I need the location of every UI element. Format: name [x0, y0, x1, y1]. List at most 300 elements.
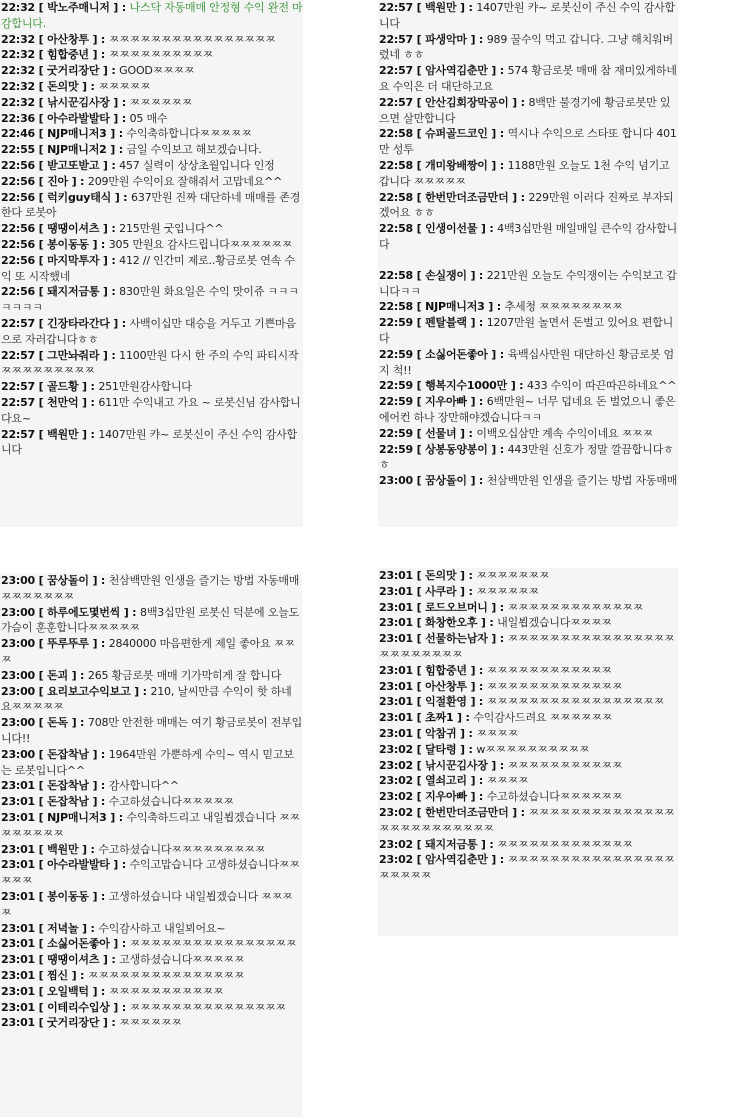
- chat-message: [1, 395, 303, 427]
- message-time: 22:59: [379, 316, 414, 330]
- nick-bracket-close: ] :: [88, 237, 109, 251]
- message-text: ㅉㅉㅉㅉㅉㅉ: [119, 1016, 182, 1030]
- message-time: 22:32: [1, 64, 36, 78]
- message-time: 23:00: [379, 474, 414, 488]
- nick-bracket-close: ] :: [99, 222, 120, 236]
- chat-message: [1, 174, 303, 190]
- nick-bracket-close: ] :: [99, 158, 120, 172]
- chat-message: [1, 237, 303, 253]
- nick-bracket-close: ] :: [106, 143, 127, 157]
- message-text: 443만원 신호가 정말 깔끔합니다ㅎㅎ: [379, 442, 674, 472]
- message-time: 22:58: [379, 127, 414, 141]
- nick-bracket-close: ] :: [88, 32, 109, 46]
- nick-bracket-close: ] :: [487, 347, 508, 361]
- message-nickname: 행복지수1000만: [425, 379, 508, 393]
- nick-bracket-open: [: [35, 174, 48, 188]
- nick-bracket-close: ] :: [99, 953, 120, 967]
- message-nickname: 땡땡이셔츠: [47, 953, 100, 967]
- message-time: 22:57: [379, 64, 414, 78]
- message-nickname: 아수라발발타: [47, 858, 110, 872]
- message-nickname: 선물녀: [425, 426, 457, 440]
- message-nickname: 인생이선물: [425, 222, 478, 236]
- message-time: 23:01: [1, 953, 36, 967]
- message-text: 2840000 마음편한게 제일 좋아요 ㅉㅉㅉ: [1, 637, 295, 666]
- message-text: 수고하셨습니다ㅉㅉㅉㅉㅉㅉㅉㅉㅉ: [98, 842, 266, 856]
- message-time: 23:00: [1, 574, 36, 587]
- nick-bracket-open: [: [413, 616, 426, 630]
- message-nickname: 돼지저금통: [47, 285, 100, 299]
- nick-bracket-open: [: [35, 937, 48, 951]
- chat-message: [379, 0, 678, 32]
- message-time: 23:01: [1, 1016, 36, 1030]
- chat-message: [379, 95, 678, 127]
- message-nickname: 힘합중년: [425, 663, 467, 677]
- nick-bracket-close: ] :: [477, 616, 498, 630]
- chat-message: [379, 726, 678, 742]
- message-text: 수고하셨습니다ㅉㅉㅉㅉㅉ: [108, 795, 234, 809]
- message-nickname: 아산창투: [425, 679, 467, 693]
- nick-bracket-open: [: [35, 637, 48, 651]
- nick-bracket-close: ] :: [453, 711, 474, 725]
- message-time: 23:01: [379, 726, 414, 740]
- message-time: 23:01: [1, 779, 36, 793]
- message-text: 수익축하드리고 내일뵙겠습니다 ㅉㅉㅉㅉㅉㅉㅉㅉ: [1, 810, 300, 840]
- message-text: 1964만원 가뿐하게 수익~ 역시 믿고보는 로봇입니다^^: [1, 747, 294, 777]
- chat-message: [379, 600, 678, 616]
- chat-message: [379, 268, 678, 300]
- message-time: 23:01: [1, 842, 36, 856]
- chat-message: [379, 805, 678, 837]
- message-time: 22:36: [1, 111, 36, 125]
- nick-bracket-open: [: [35, 779, 48, 793]
- nick-bracket-open: [: [413, 222, 426, 236]
- chat-message: [379, 584, 678, 600]
- nick-bracket-close: ] :: [477, 837, 498, 851]
- nick-bracket-open: [: [35, 795, 48, 809]
- message-time: 22:59: [379, 379, 414, 393]
- chat-message: [1, 79, 303, 95]
- message-nickname: 펜탈블랙: [425, 316, 467, 330]
- nick-bracket-close: ] :: [88, 574, 109, 587]
- message-text: ㅉㅉㅉㅉㅉㅉㅉㅉㅉㅉㅉ: [108, 984, 224, 998]
- message-time: 23:01: [379, 711, 414, 725]
- nick-bracket-open: [: [413, 679, 426, 693]
- message-time: 23:01: [1, 889, 36, 903]
- nick-bracket-open: [: [35, 716, 48, 730]
- message-text: 6백만원~ 너무 덥네요 돈 벌었으니 좋은 에어컨 하나 장만해야겠습니다ㅋㅋ: [379, 395, 676, 424]
- message-text: 수익감사하고 내일뵈어요~: [98, 921, 226, 935]
- message-time: 23:01: [379, 584, 414, 598]
- nick-bracket-close: ] :: [130, 684, 151, 698]
- message-time: 23:00: [1, 716, 36, 730]
- nick-bracket-close: ] :: [106, 127, 127, 141]
- nick-bracket-open: [: [35, 32, 48, 46]
- nick-bracket-open: [: [35, 237, 48, 251]
- message-nickname: 손실쟁이: [425, 268, 467, 282]
- message-nickname: 힘합중년: [47, 48, 89, 62]
- message-text: 8백만 불경기에 황금로봇만 있으면 살만합니다: [379, 95, 671, 125]
- chat-message: [1, 0, 303, 32]
- nick-bracket-open: [: [413, 127, 426, 141]
- message-time: 22:58: [379, 190, 414, 204]
- message-text: 215만원 굿입니다^^: [119, 222, 224, 236]
- message-nickname: 안산김회장막공이: [425, 95, 509, 109]
- message-nickname: 돈독: [47, 716, 68, 730]
- message-time: 22:32: [1, 1, 36, 14]
- message-text: ㅉㅉㅉㅉㅉㅉ: [476, 584, 539, 598]
- nick-bracket-close: ] :: [88, 889, 109, 903]
- message-time: 23:01: [379, 679, 414, 693]
- message-time: 22:58: [379, 222, 414, 236]
- message-nickname: 봉이동동: [47, 889, 89, 903]
- message-nickname: 아수라발발타: [47, 111, 110, 125]
- nick-bracket-open: [: [35, 605, 48, 619]
- nick-bracket-close: ] :: [466, 679, 487, 693]
- message-text: 4백3십만원 매일매일 큰수익 감사합니다: [379, 222, 678, 251]
- message-time: 22:32: [1, 48, 36, 62]
- nick-bracket-open: [: [413, 726, 426, 740]
- chat-message: [1, 668, 302, 684]
- chat-message: [1, 111, 303, 127]
- chat-message: [1, 190, 303, 222]
- message-nickname: 굿거리장단: [47, 1016, 100, 1030]
- chat-message: [1, 842, 302, 858]
- message-text: 210, 날씨만큼 수익이 핫 하네요ㅉㅉㅉㅉㅉ: [1, 684, 292, 714]
- nick-bracket-open: [: [413, 805, 426, 819]
- message-time: 22:59: [379, 426, 414, 440]
- chat-message: [1, 952, 302, 968]
- nick-bracket-open: [: [35, 1000, 48, 1014]
- nick-bracket-close: ] :: [88, 779, 109, 793]
- message-time: 23:02: [379, 790, 414, 804]
- nick-bracket-close: ] :: [484, 300, 505, 314]
- chat-message: [1, 221, 303, 237]
- nick-bracket-open: [: [35, 684, 48, 698]
- nick-bracket-open: [: [35, 810, 48, 824]
- message-text: ㅉㅉㅉㅉㅉㅉㅉ: [476, 569, 550, 582]
- message-text: 412 // 인간미 제로..황금로봇 연속 수익 또 시작했네: [1, 253, 295, 283]
- nick-bracket-close: ] :: [466, 474, 487, 488]
- chat-message: [1, 427, 303, 459]
- chat-message: [379, 758, 678, 774]
- message-time: 23:00: [1, 684, 36, 698]
- message-text: ㅉㅉㅉㅉㅉㅉㅉㅉㅉㅉㅉㅉㅉㅉㅉㅉㅉㅉㅉㅉㅉㅉㅉㅉㅉ: [379, 805, 675, 835]
- chat-log-panel-2: [378, 0, 678, 527]
- nick-bracket-open: [: [413, 663, 426, 677]
- message-list: [0, 0, 303, 458]
- nick-bracket-open: [: [35, 395, 48, 409]
- nick-bracket-open: [: [35, 842, 48, 856]
- message-time: 22:56: [1, 190, 36, 204]
- message-nickname: NJP매니저3: [47, 127, 107, 141]
- chat-message: [1, 747, 302, 779]
- nick-bracket-close: ] :: [78, 79, 99, 93]
- nick-bracket-close: ] :: [67, 668, 88, 682]
- message-nickname: 선물하는남자: [425, 632, 488, 646]
- message-nickname: 상봉동양봉이: [425, 442, 488, 456]
- nick-bracket-close: ] :: [466, 268, 487, 282]
- spacer: [379, 253, 678, 268]
- message-nickname: 암사역김춘만: [425, 64, 488, 78]
- nick-bracket-close: ] :: [109, 1000, 130, 1014]
- message-nickname: 마지막투자: [47, 253, 100, 267]
- chat-message: [1, 126, 303, 142]
- nick-bracket-close: ] :: [508, 805, 529, 819]
- message-text: 역시나 수익으로 스타또 합니다 401만 성투: [379, 127, 677, 157]
- message-nickname: NJP매니저2: [47, 143, 107, 157]
- chat-log-panel-3: [0, 573, 302, 1117]
- message-text: ㅉㅉㅉㅉㅉㅉㅉㅉㅉㅉㅉㅉ: [486, 663, 612, 677]
- message-time: 23:02: [379, 837, 414, 851]
- nick-bracket-open: [: [413, 1, 426, 14]
- message-nickname: 초짜1: [425, 711, 454, 725]
- chat-message: [1, 63, 303, 79]
- nick-bracket-close: ] :: [99, 253, 120, 267]
- nick-bracket-close: ] :: [109, 1, 130, 14]
- message-nickname: NJP매니저3: [425, 300, 485, 314]
- nick-bracket-open: [: [413, 569, 426, 582]
- message-text: ㅉㅉㅉㅉㅉㅉㅉㅉㅉㅉㅉㅉㅉㅉㅉ: [87, 968, 245, 982]
- message-text: 내일뵙겠습니다ㅉㅉㅉㅉ: [497, 616, 612, 630]
- message-time: 23:01: [1, 937, 36, 951]
- nick-bracket-open: [: [35, 190, 48, 204]
- chat-message: [379, 126, 678, 158]
- chat-message: [379, 190, 678, 222]
- chat-message: [379, 63, 678, 95]
- message-nickname: 돈괴: [47, 668, 68, 682]
- message-nickname: 백원만: [425, 1, 457, 14]
- message-nickname: 개미왕배짱이: [425, 158, 488, 172]
- nick-bracket-open: [: [413, 837, 426, 851]
- chat-message: [1, 284, 303, 316]
- chat-message: [1, 684, 302, 716]
- nick-bracket-open: [: [35, 316, 48, 330]
- nick-bracket-close: ] :: [78, 921, 99, 935]
- message-time: 23:01: [1, 810, 36, 824]
- message-nickname: 돈잡착남: [47, 747, 89, 761]
- chat-message: [379, 426, 678, 442]
- message-nickname: 이테리수입상: [47, 1000, 110, 1014]
- message-text: 1100만원 다시 한 주의 수익 파티시작ㅉㅉㅉㅉㅉㅉㅉㅉㅉ: [1, 348, 299, 378]
- nick-bracket-close: ] :: [487, 758, 508, 772]
- message-time: 22:58: [379, 158, 414, 172]
- nick-bracket-close: ] :: [78, 427, 99, 441]
- chat-message: [1, 142, 303, 158]
- message-nickname: 굿거리장단: [47, 64, 100, 78]
- nick-bracket-open: [: [413, 853, 426, 867]
- nick-bracket-open: [: [413, 600, 426, 614]
- nick-bracket-open: [: [413, 64, 426, 78]
- message-text: 고생하셨습니다 내일뵙겠습니다 ㅉㅉㅉㅉ: [1, 889, 293, 919]
- message-nickname: 한번만더조금만더: [425, 805, 509, 819]
- nick-bracket-close: ] :: [78, 380, 99, 394]
- message-time: 23:01: [379, 600, 414, 614]
- nick-bracket-open: [: [35, 64, 48, 78]
- nick-bracket-close: ] :: [88, 984, 109, 998]
- chat-message: [379, 852, 678, 884]
- message-nickname: 돼지저금통: [425, 837, 478, 851]
- chat-message: [1, 573, 302, 605]
- nick-bracket-close: ] :: [477, 222, 498, 236]
- message-text: 209만원 수익이요 잘해줘서 고맙네요^^: [87, 174, 283, 188]
- message-text: 1407만원 캬~ 로봇신이 주신 수익 감사합니다: [379, 1, 675, 30]
- chat-message: [1, 253, 303, 285]
- nick-bracket-close: ] :: [109, 858, 130, 872]
- nick-bracket-open: [: [413, 32, 426, 46]
- message-time: 22:32: [1, 79, 36, 93]
- nick-bracket-close: ] :: [88, 747, 109, 761]
- message-nickname: 그만놔줘라: [47, 348, 100, 362]
- nick-bracket-open: [: [413, 395, 426, 409]
- chat-message: [379, 631, 678, 663]
- message-list: [378, 0, 678, 489]
- message-text: ㅉㅉㅉㅉㅉㅉ: [129, 95, 193, 109]
- chat-message: [379, 568, 678, 584]
- nick-bracket-open: [: [413, 474, 426, 488]
- message-time: 22:56: [1, 158, 36, 172]
- message-text: ㅉㅉㅉㅉㅉㅉㅉㅉㅉㅉㅉㅉㅉㅉㅉㅉㅉㅉㅉㅉㅉㅉㅉㅉ: [379, 632, 675, 661]
- message-nickname: 골드황: [47, 380, 79, 394]
- nick-bracket-close: ] :: [88, 48, 109, 62]
- message-text: 221만원 오늘도 수익쟁이는 수익보고 갑니다ㅋㅋ: [379, 268, 677, 298]
- message-text: GOODㅉㅉㅉㅉ: [119, 64, 195, 78]
- nick-bracket-close: ] :: [487, 158, 508, 172]
- nick-bracket-close: ] :: [99, 64, 120, 78]
- message-text: 금일 수익보고 해보겠습니다.: [126, 143, 262, 157]
- message-nickname: 꿈상돌이: [425, 474, 467, 488]
- nick-bracket-open: [: [35, 984, 48, 998]
- message-nickname: 익절환영: [425, 695, 467, 709]
- message-text: 천삼백만원 인생을 즐기는 방법 자동매매ㅉㅉㅉㅉㅉㅉㅉ: [1, 574, 300, 603]
- chat-log-panel-1: [0, 0, 303, 527]
- message-nickname: 진아: [47, 174, 68, 188]
- message-time: 22:59: [379, 347, 414, 361]
- chat-message: [1, 936, 302, 952]
- chat-message: [379, 32, 678, 64]
- message-nickname: 낚시꾼김사장: [47, 95, 110, 109]
- nick-bracket-open: [: [35, 380, 48, 394]
- nick-bracket-close: ] :: [508, 95, 529, 109]
- message-time: 22:57: [1, 380, 36, 394]
- nick-bracket-close: ] :: [456, 742, 477, 756]
- message-nickname: 지우아빠: [425, 790, 467, 804]
- message-nickname: 긴장타라간다: [47, 316, 110, 330]
- message-text: 8백3십만원 로봇신 덕분에 오늘도 가슴이 훈훈합니다ㅉㅉㅉㅉㅉ: [1, 605, 300, 635]
- message-time: 22:59: [379, 395, 414, 409]
- message-text: 이백오십삼만 계속 수익이네요 ㅉㅉㅉ: [476, 426, 654, 440]
- message-text: 천삼백만원 인생을 즐기는 방법 자동매매: [486, 474, 678, 488]
- nick-bracket-open: [: [35, 127, 48, 141]
- nick-bracket-open: [: [35, 253, 48, 267]
- chat-message: [379, 694, 678, 710]
- nick-bracket-open: [: [35, 158, 48, 172]
- message-nickname: 꿈상돌이: [47, 574, 89, 587]
- nick-bracket-close: ] :: [508, 190, 529, 204]
- nick-bracket-open: [: [413, 268, 426, 282]
- message-nickname: 받고또받고: [47, 158, 100, 172]
- message-text: 989 꿀수익 먹고 갑니다. 그냥 해치워버렸네 ㅎㅎ: [379, 32, 673, 62]
- message-text: 1407만원 캬~ 로봇신이 주신 수익 감사합니다: [1, 427, 297, 457]
- message-time: 22:57: [1, 348, 36, 362]
- nick-bracket-close: ] :: [487, 600, 508, 614]
- chat-message: [379, 773, 678, 789]
- message-nickname: 파생악마: [425, 32, 467, 46]
- chat-message: [1, 794, 302, 810]
- message-nickname: 하루에도몇번씩: [47, 605, 121, 619]
- message-text: ㅉㅉㅉㅉㅉㅉㅉㅉㅉㅉㅉㅉㅉㅉㅉㅉ: [129, 937, 297, 951]
- nick-bracket-close: ] :: [67, 174, 88, 188]
- nick-bracket-open: [: [413, 95, 426, 109]
- message-text: 05 매수: [129, 111, 168, 125]
- nick-bracket-close: ] :: [88, 637, 109, 651]
- nick-bracket-close: ] :: [487, 127, 508, 141]
- nick-bracket-open: [: [35, 111, 48, 125]
- nick-bracket-open: [: [35, 668, 48, 682]
- nick-bracket-open: [: [413, 711, 426, 725]
- message-time: 22:32: [1, 95, 36, 109]
- nick-bracket-close: ] :: [466, 32, 487, 46]
- message-text: ㅉㅉㅉㅉㅉㅉㅉㅉㅉㅉㅉㅉㅉㅉㅉ: [129, 1000, 286, 1014]
- chat-message: [1, 47, 303, 63]
- message-time: 22:56: [1, 285, 36, 299]
- chat-message: [379, 663, 678, 679]
- chat-message: [1, 32, 303, 48]
- nick-bracket-close: ] :: [466, 790, 487, 804]
- message-time: 22:46: [1, 127, 36, 141]
- message-time: 23:01: [379, 695, 414, 709]
- nick-bracket-open: [: [35, 1016, 48, 1030]
- message-nickname: 소싫어돈좋아: [425, 347, 488, 361]
- message-text: 나스닥 자동매매 안정형 수익 완전 마감합니다.: [1, 1, 303, 30]
- message-nickname: 열쇠고리: [425, 774, 467, 788]
- message-text: 1188만원 오늘도 1천 수익 넘기고 갑니다 ㅉㅉㅉㅉㅉ: [379, 158, 670, 188]
- message-nickname: 봉이동동: [47, 237, 89, 251]
- nick-bracket-open: [: [413, 584, 426, 598]
- message-list: [378, 568, 678, 884]
- nick-bracket-close: ] :: [456, 569, 477, 582]
- nick-bracket-close: ] :: [487, 853, 508, 867]
- message-text: 251만원감사합니다: [98, 380, 192, 394]
- message-time: 22:55: [1, 143, 36, 157]
- nick-bracket-close: ] :: [456, 584, 477, 598]
- message-text: ㅉㅉㅉㅉㅉㅉㅉㅉㅉㅉㅉ: [507, 758, 623, 772]
- chat-message: [379, 347, 678, 379]
- message-text: 1207만원 놀면서 돈벌고 있어요 편합니다: [379, 316, 674, 345]
- message-text: 수익축하합니다ㅉㅉㅉㅉㅉ: [126, 127, 252, 141]
- message-time: 22:57: [379, 32, 414, 46]
- message-nickname: 악참귀: [425, 726, 457, 740]
- message-nickname: 저녁놀: [47, 921, 79, 935]
- message-time: 22:32: [1, 32, 36, 46]
- message-time: 23:02: [379, 742, 414, 756]
- message-time: 23:01: [379, 663, 414, 677]
- nick-bracket-close: ] :: [67, 968, 88, 982]
- message-nickname: 뚜루뚜루: [47, 637, 89, 651]
- message-text: 수고하셨습니다ㅉㅉㅉㅉㅉㅉ: [486, 790, 623, 804]
- nick-bracket-open: [: [413, 300, 426, 314]
- message-text: 574 황금로봇 매매 참 재미있게하네요 수익은 더 대단하고요: [379, 64, 677, 93]
- chat-message: [1, 889, 302, 921]
- message-nickname: 백원만: [47, 427, 79, 441]
- message-time: 23:00: [1, 605, 36, 619]
- nick-bracket-open: [: [413, 695, 426, 709]
- nick-bracket-open: [: [35, 348, 48, 362]
- chat-message: [1, 1000, 302, 1016]
- message-text: 추세청 ㅉㅉㅉㅉㅉㅉㅉㅉ: [504, 300, 623, 314]
- message-text: wㅉㅉㅉㅉㅉㅉㅉㅉㅉㅉ: [476, 742, 590, 756]
- nick-bracket-close: ] :: [88, 795, 109, 809]
- message-text: ㅉㅉㅉㅉㅉㅉㅉㅉㅉㅉ: [108, 48, 214, 62]
